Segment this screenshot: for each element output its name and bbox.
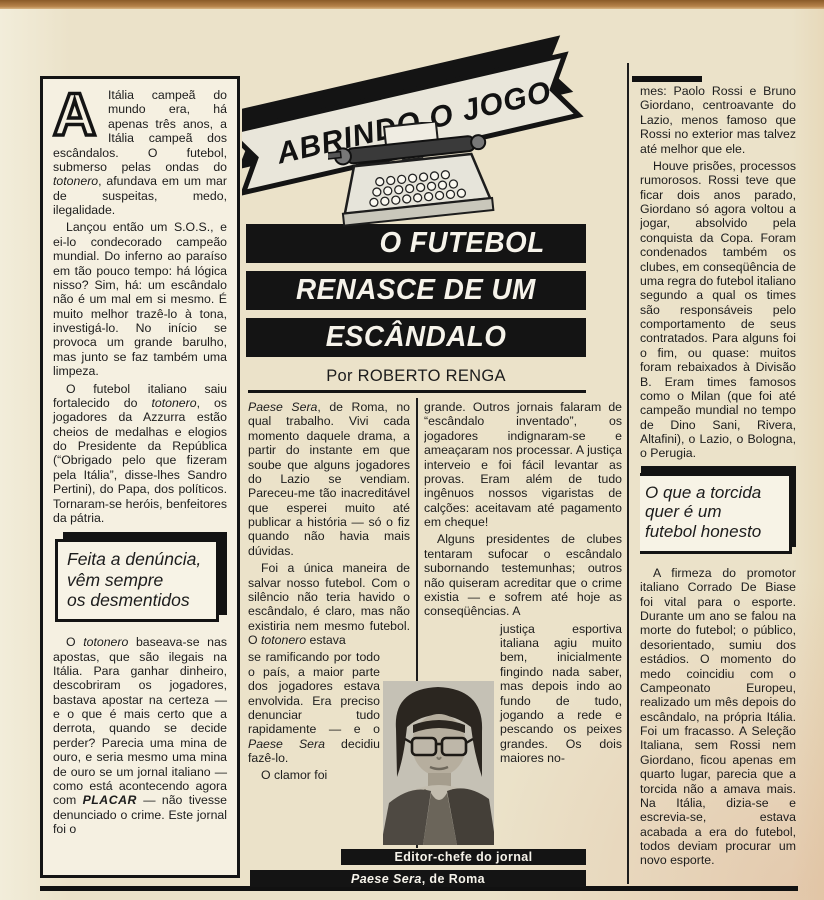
article-paragraph: Lançou então um S.O.S., e ei-lo condecorado campeão mundial. Do inferno ao paraíso em tão pouco tempo: há lógica nisso? Sim, há: um escândalo não é um mal em si mesmo. É muito melhor trazê-lo à tona, investigá-lo. No início se provoca um grande barulho, mas junto se faz também uma limpeza. [53,220,227,379]
caption-text: Paese Sera, de Roma [350,871,486,886]
byline-rule [248,390,586,393]
article-paragraph: grande. Outros jornais falaram de “escândalo inventado”, os jogadores indignaram-se e ameaçaram nos processar. A justiça interveio e foi fácil levantar as provas. Eram além de tudo ingênuos nossos vigaristas de calções: aceitavam até pagamento em cheque! [424,400,622,529]
article-paragraph: O totonero baseava-se nas apostas, que são ilegais na Itália. Para ganhar dinheiro, descobriram os jogadores, bastava apostar na certeza — e o que é mais certo que a derrota, quando se decide perder? Parecia uma mina de ouro, e seria mesmo uma mina de ouro se um jornal italiano — como está acontecendo agora com PLACAR — não tivesse denunciado o crime. Este jornal foi o [53,635,227,837]
column-divider [627,63,629,884]
pull-quote-line: Feita a denúncia, [67,549,202,570]
headline-line: ESCÂNDALO [325,321,507,353]
pull-quote-line: vêm sempre [67,569,164,590]
article-paragraph: A firmeza do promotor italiano Corrado De Biase foi vital para o esporte. Durante um ano se falou na morte do futebol; o público, desorientado, sumiu dos estádios. O momento do medo coincidiu com o Campeonato Europeu, realizado um mês depois do escândalo, na própria Itália. Foi um fracasso. A Seleção Italiana, sem Rossi nem Giordano, ficou apenas em quarto lugar, parecia que a torcida não a amava mais. Na Itália, dizia-se e escrevia-se, estava acabada a era do futebol, todos deviam procurar um novo esporte. [640,565,796,868]
photo-caption-line1 [341,849,586,865]
headline-block [246,224,586,365]
pull-quote-line: O que a torcida [645,482,762,502]
typewriter-icon [328,122,502,242]
drop-cap: A [53,81,97,148]
photo-caption-line2 [250,870,586,887]
pull-quote-box-left [55,539,219,622]
pull-quote-box-right [640,473,792,554]
pull-quote-line: futebol honesto [645,522,762,542]
headline-bar [246,318,586,357]
byline: Por ROBERTO RENGA [326,367,506,385]
article-paragraph: mes: Paolo Rossi e Bruno Giordano, centroavante do Lazio, menos famoso que Rossi no exterior mas talvez até melhor que ele. [640,84,796,156]
article-paragraph: Foi a única maneira de salvar nosso futebol. Com o silêncio não teria havido o escândalo, é claro, mas não existiria nem mesmo futebol. O totonero estava [248,561,410,647]
article-paragraph: Alguns presidentes de clubes tentaram sufocar o escândalo subornando testemunhas; outros não quiseram acreditar que o crime existia — e sofrem até hoje as conseqüências. A [424,532,622,619]
portrait-photo [383,681,494,845]
pull-quote-line: os desmentidos [67,589,190,610]
headline-bar [246,271,586,310]
article-paragraph: O clamor foi [261,768,328,783]
headline-line: RENASCE DE UM [296,274,536,306]
article-paragraph: Paese Sera, de Roma, no qual trabalho. Vivi cada momento daquele drama, a partir do instante em que soube que alguns jogadores do Lazio se vendiam. Pareceu-me tão inacreditável que esperei muito até publicar a história — só o fiz quando não havia mais dúvidas. [248,400,410,558]
pull-quote-line: quer é um [645,502,722,522]
caption-text: Editor-chefe do jornal [394,850,533,864]
banner-text: ABRINDO O JOGO [273,75,555,171]
article-paragraph: se ramificando por todo o país, a maior parte dos jogadores estava envolvida. Era preciso denunciar tudo rapidamente — e o Paese Sera decidiu fazê-lo. [248,650,380,765]
right-column [640,84,796,882]
middle-section [246,0,622,900]
article-paragraph: O futebol italiano saiu fortalecido do totonero, os jogadores da Azzurra estão cheios de medalhas e elogios do Presidente da República (“Obrigado pelo que fizeram pela Itália”, disse-lhes Sandro Pertini), do Papa, dos políticos. Tornaram-se heróis, benfeitores da pátria. [53,381,227,525]
headline-line: O FUTEBOL [379,227,545,259]
left-column [40,76,240,878]
article-paragraph: Houve prisões, processos rumorosos. Rossi teve que ficar dois anos parado, Giordano só agora voltou a jogar, absolvido pela conquista da Copa. Foram condenados também os clubes, em conseqüência de uma regra do futebol italiano segundo a qual os times são responsáveis pelo comportamento de seus contratados. Para alguns foi o fim, ou quase: muitos foram rebaixados à Divisão B. Eram times famosos como o Milan (que foi até campeão mundial no tempo de Dino Sani, Rivera, Altafini), o Lazio, o Bologna, o Perugia. [640,158,796,461]
article-paragraph: Itália campeã do mundo era, há apenas três anos, a Itália campeã dos escândalos. O futebol, submerso pelas ondas do totonero, afundava em um mar de suspeitas, medo, ilegalidade. [53,88,227,217]
right-column-top-rule [632,76,702,82]
article-paragraph: justiça esportiva italiana agiu muito bem, inicialmente fingindo nada saber, mas depois indo ao fundo de tudo, jogando a rede e pescando os peixes grandes. Os dois maiores no- [500,621,622,765]
